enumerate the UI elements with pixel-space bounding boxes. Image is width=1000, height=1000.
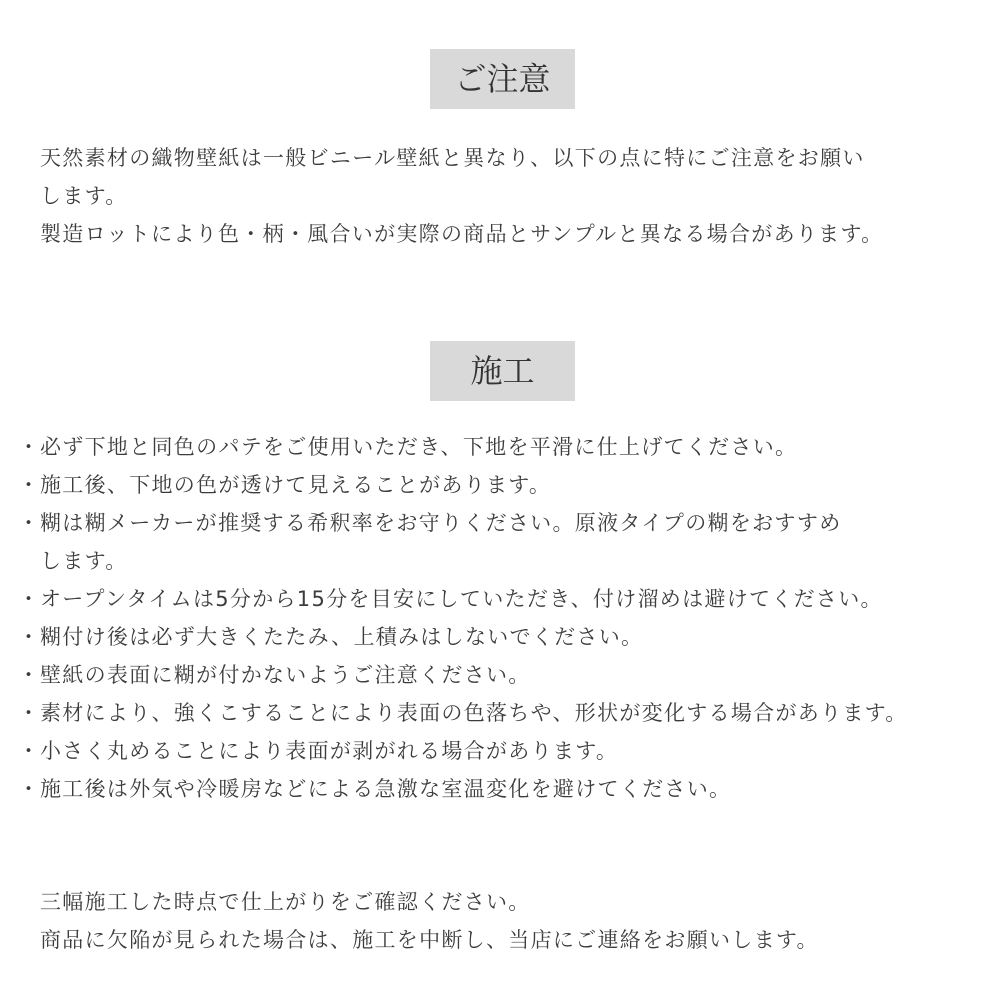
bullet-text: 必ず下地と同色のパテをご使用いただき、下地を平滑に仕上げてください。 <box>40 435 798 459</box>
bullet-marker: ・ <box>18 701 41 725</box>
bullet-text: 小さく丸めることにより表面が剥がれる場合があります。 <box>40 739 619 763</box>
bullet-text-continuation: します。 <box>40 549 128 573</box>
bullet-item <box>14 694 908 732</box>
bullet-text: 糊付け後は必ず大きくたたみ、上積みはしないでください。 <box>40 625 644 649</box>
bullet-item <box>14 732 908 770</box>
bullet-item <box>14 580 908 618</box>
closing-line: 三幅施工した時点で仕上がりをご確認ください。 <box>40 890 531 914</box>
closing-line: 商品に欠陥が見られた場合は、施工を中断し、当店にご連絡をお願いします。 <box>40 928 819 952</box>
bullet-marker: ・ <box>18 473 41 497</box>
installation-bullet-list <box>14 428 908 808</box>
bullet-item <box>14 466 908 504</box>
notice-line: 製造ロットにより色・柄・風合いが実際の商品とサンプルと異なる場合があります。 <box>40 222 884 246</box>
bullet-text: 施工後は外気や冷暖房などによる急激な室温変化を避けてください。 <box>40 777 732 801</box>
bullet-item <box>14 504 908 580</box>
bullet-text: オープンタイムは5分から15分を目安にしていただき、付け溜めは避けてください。 <box>40 587 883 611</box>
section-heading-notice: ご注意 <box>430 49 575 109</box>
notice-line: 天然素材の織物壁紙は一般ビニール壁紙と異なり、以下の点に特にご注意をお願い <box>40 146 865 170</box>
bullet-marker: ・ <box>18 435 41 459</box>
bullet-marker: ・ <box>18 739 41 763</box>
bullet-text: 糊は糊メーカーが推奨する希釈率をお守りください。原液タイプの糊をおすすめ <box>40 511 842 535</box>
bullet-item <box>14 656 908 694</box>
bullet-text: 施工後、下地の色が透けて見えることがあります。 <box>40 473 552 497</box>
bullet-marker: ・ <box>18 511 41 535</box>
notice-paragraph <box>40 139 883 253</box>
bullet-item <box>14 428 908 466</box>
section-heading-installation: 施工 <box>430 341 575 401</box>
closing-paragraph <box>40 883 819 959</box>
bullet-marker: ・ <box>18 777 41 801</box>
bullet-marker: ・ <box>18 663 41 687</box>
bullet-item <box>14 770 908 808</box>
notice-line: します。 <box>40 184 128 208</box>
bullet-text: 壁紙の表面に糊が付かないようご注意ください。 <box>40 663 531 687</box>
bullet-marker: ・ <box>18 625 41 649</box>
bullet-item <box>14 618 908 656</box>
bullet-marker: ・ <box>18 587 41 611</box>
bullet-text: 素材により、強くこすることにより表面の色落ちや、形状が変化する場合があります。 <box>40 701 908 725</box>
